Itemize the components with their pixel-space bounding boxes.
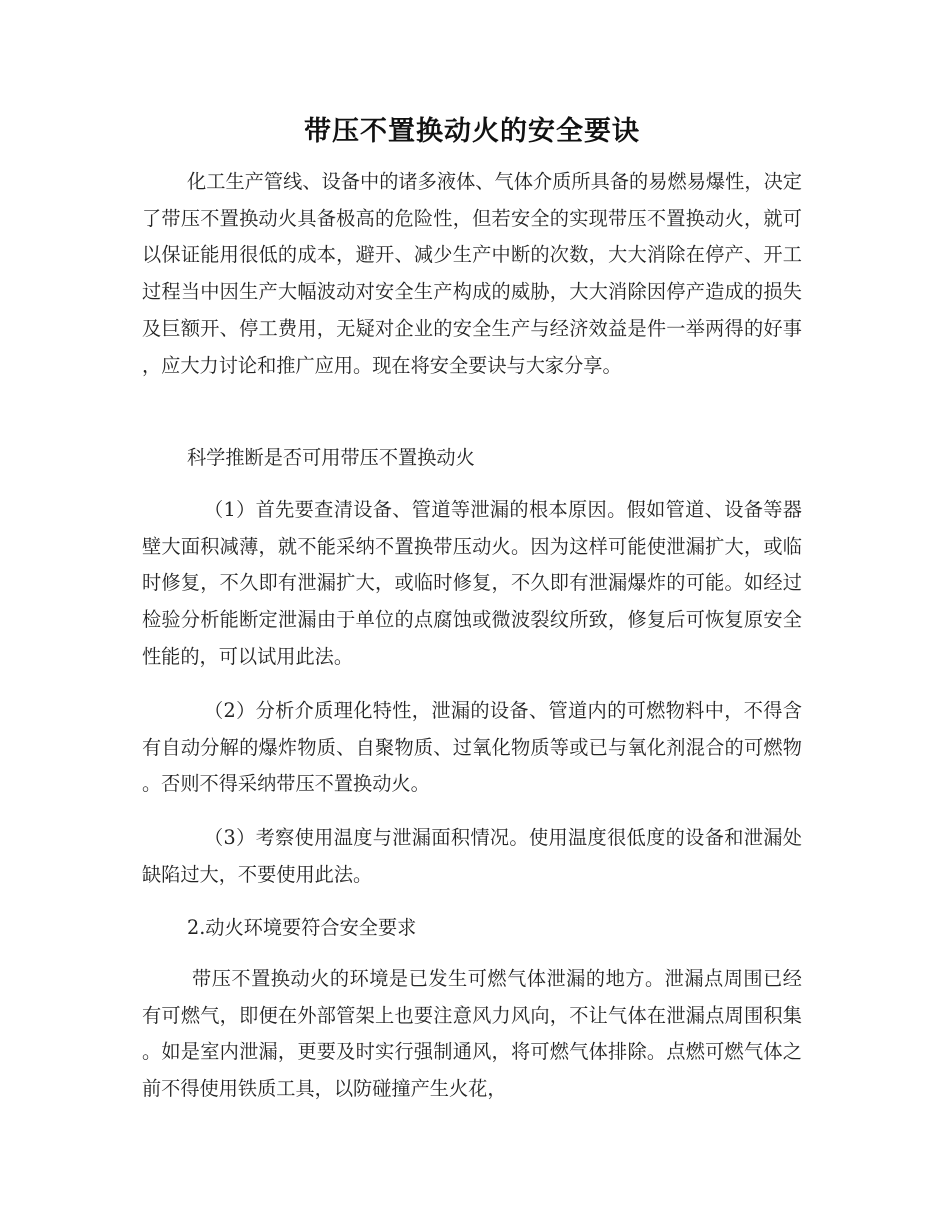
intro-paragraph: 化工生产管线、设备中的诸多液体、气体介质所具备的易燃易爆性，决定了带压不置换动火具备极高的危险性，但若安全的实现带压不置换动火，就可以保证能用很低的成本，避开、减少生产中断的次数，大大消除在停产、开工过程当中因生产大幅波动对安全生产构成的威胁，大大消除因停产造成的损失及巨额开、停工费用，无疑对企业的安全生产与经济效益是件一举两得的好事，应大力讨论和推广应用。现在将安全要诀与大家分享。 bbox=[142, 170, 802, 377]
environment-paragraph: 带压不置换动火的环境是已发生可燃气体泄漏的地方。泄漏点周围已经有可燃气，即便在外部管架上也要注意风力风向，不让气体在泄漏点周围积集。如是室内泄漏，更要及时实行强制通风，将可燃气体排除。点燃可燃气体之前不得使用铁质工具，以防碰撞产生火花， bbox=[142, 967, 802, 1101]
item-paragraph-1: （1）首先要查清设备、管道等泄漏的根本原因。假如管道、设备等器壁大面积减薄，就不能采纳不置换带压动火。因为这样可能使泄漏扩大，或临时修复，不久即有泄漏扩大，或临时修复，不久即有泄漏爆炸的可能。如经过检验分析能断定泄漏由于单位的点腐蚀或微波裂纹所致，修复后可恢复原安全性能的，可以试用此法。 bbox=[142, 498, 802, 668]
section-heading-judgment: 科学推断是否可用带压不置换动火 bbox=[187, 446, 475, 469]
section-heading-environment: 2.动火环境要符合安全要求 bbox=[187, 916, 417, 939]
item-paragraph-3: （3）考察使用温度与泄漏面积情况。使用温度很低度的设备和泄漏处缺陷过大，不要使用此法。 bbox=[142, 826, 802, 886]
item-paragraph-2: （2）分析介质理化特性，泄漏的设备、管道内的可燃物料中，不得含有自动分解的爆炸物质、自聚物质、过氧化物质等或已与氧化剂混合的可燃物。否则不得采纳带压不置换动火。 bbox=[142, 699, 802, 796]
document-title: 带压不置换动火的安全要诀 bbox=[304, 116, 640, 147]
